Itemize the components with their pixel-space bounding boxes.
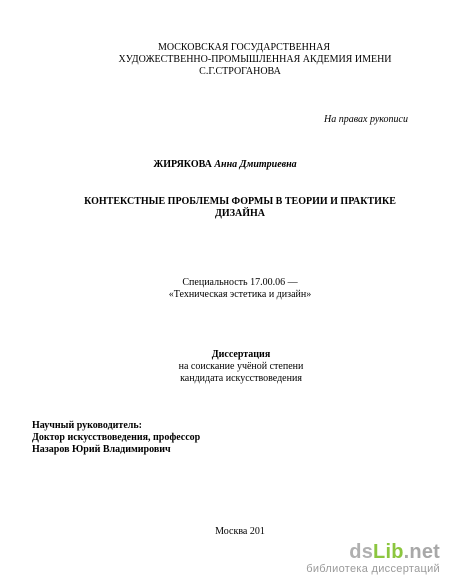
dslib-watermark [306,541,440,576]
institution-header [0,42,450,78]
manuscript-note: На правах рукописи [324,114,408,125]
supervisor-label: Научный руководитель: [32,420,142,431]
degree-line-2: кандидата искусствоведения [180,373,302,384]
logo-ds: ds [349,541,374,563]
dslib-logo [306,541,440,563]
supervisor-name: Назаров Юрий Владимирович [32,444,171,455]
dissertation-degree [0,349,450,385]
supervisor-block [32,420,200,456]
logo-lib: Lib [373,541,404,563]
specialty-line-1: Специальность 17.00.06 — [182,277,298,288]
watermark-tagline: библиотека диссертаций [306,563,440,575]
specialty-line-2: «Техническая эстетика и дизайн» [168,289,312,300]
institution-line-2: ХУДОЖЕСТВЕННО-ПРОМЫШЛЕННАЯ АКДЕМИЯ ИМЕНИ [118,54,392,65]
institution-line-1: МОСКОВСКАЯ ГОСУДАРСТВЕННАЯ [157,42,331,53]
specialty [0,277,450,301]
supervisor-degree: Доктор искусствоведения, профессор [32,432,201,443]
dissertation-heading: Диссертация [211,349,271,360]
author-surname: ЖИРЯКОВА [153,159,212,170]
dissertation-title [0,196,450,220]
author-given-names: Анна Дмитриевна [214,159,297,170]
degree-line-1: на соискание учёной степени [178,361,304,372]
logo-net: .net [403,541,440,563]
title-line-1: КОНТЕКСТНЫЕ ПРОБЛЕМЫ ФОРМЫ В ТЕОРИИ И ПРАКТИКЕ [84,196,396,207]
author-line [0,159,450,171]
place-year [0,526,450,538]
title-line-2: ДИЗАЙНА [215,208,265,219]
institution-line-3: С.Г.СТРОГАНОВА [199,66,281,77]
place-year-text: Москва 201 [215,526,265,537]
